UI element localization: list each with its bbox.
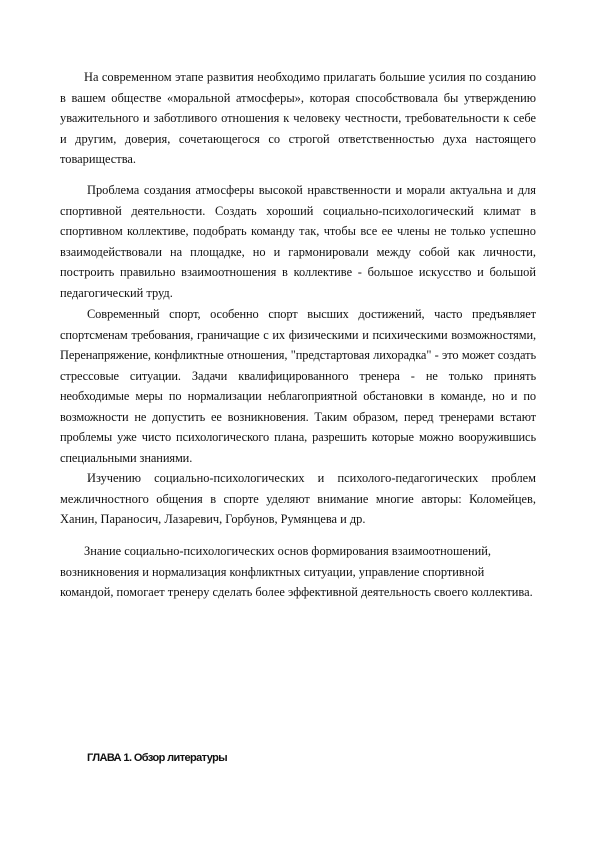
chapter-heading: ГЛАВА 1. Обзор литературы [87,752,227,764]
paragraph-authors: Изучению социально-психологических и психолого-педагогических проблем межличностного общения в спорте уделяют внимание многие авторы: Коломейцев, Ханин, Параносич, Лазаревич, Горбунов, Румянцева и др. [60,471,536,526]
paragraph-sport-climate: Проблема создания атмосферы высокой нравственности и морали актуальна и для спортивной деятельности. Создать хороший социально-психологический климат в спортивном коллективе, подобрать команду так, чтобы все ее члены не только успешно взаимодействовали на площадке, но и гармонировали между собой как личности, построить правильно взаимоотношения в коллективе - большое искусство и большой педагогический труд. [60,183,536,300]
paragraph-moral-atmosphere: На современном этапе развития необходимо прилагать большие усилия по созданию в вашем обществе «моральной атмосферы», которая способствовала бы утверждению уважительного и заботливого отношения к человеку честности, требовательности к себе и другим, доверия, сочетающегося со строгой ответственностью духа настоящего товарищества. [60,70,536,166]
paragraph-modern-sport: Современный спорт, особенно спорт высших достижений, часто предъявляет спортсменам требования, граничащие с их физическими и психическими возможностями, Перенапряжение, конфликтные отношения, "предстартовая лихорадка" - это может создать стрессовые ситуации. Задачи квалифицированного тренера - не только принять необходимые меры по нормализации неблагоприятной обстановки в команде, но и по возможности не допустить ее возникновения. Таким образом, перед тренерами встают проблемы уже чисто психологического плана, разрешить которые можно вооружившись специальными знаниями. [60,307,536,465]
paragraph-knowledge: Знание социально-психологических основ формирования взаимоотношений, возникновения и нормализация конфликтных ситуации, управление спортивной командой, помогает тренеру сделать более эффективной деятельность своего коллектива. [60,544,533,599]
